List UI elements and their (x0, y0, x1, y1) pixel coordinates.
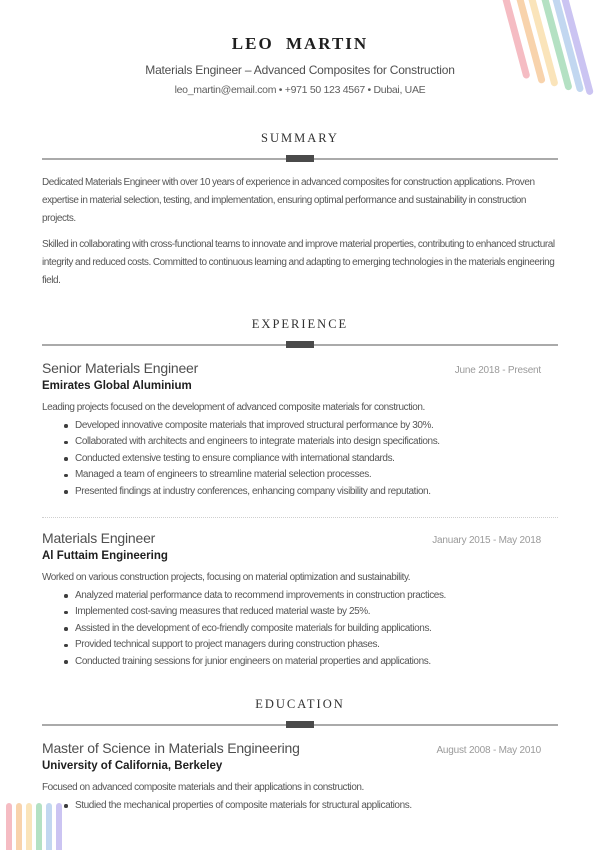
summary-paragraph: Skilled in collaborating with cross-functional teams to innovate and improve material properties, contributing to enhanced structural integrity and reduced costs. Committed to continuous learning and adapting to emerging technologies in the materials engineering field. (42, 239, 555, 286)
summary-paragraph: Dedicated Materials Engineer with over 10 years of experience in advanced composites for construction applications. Proven expertise in material selection, testing, and implementation, ensuring optimal performance and sustainability in construction projects. (42, 177, 535, 224)
job-bullet: Analyzed material performance data to recommend improvements in construction practices. (75, 588, 558, 604)
job-company: Al Futtaim Engineering (42, 550, 168, 563)
job-dates: January 2015 - May 2018 (432, 535, 541, 547)
section-divider (42, 721, 558, 728)
section-divider (42, 341, 558, 348)
job-entry (42, 360, 558, 500)
job-company: Emirates Global Aluminium (42, 380, 192, 392)
job-bullet-list (42, 588, 558, 670)
degree-bullet-list (42, 798, 558, 814)
job-entry (42, 530, 558, 670)
job-bullet: Conducted training sessions for junior engineers on material properties and applications. (75, 654, 558, 670)
job-description: Worked on various construction projects, focusing on material optimization and sustainability. (42, 572, 411, 584)
section-heading-summary: SUMMARY (261, 131, 339, 145)
job-title: Materials Engineer (42, 530, 156, 547)
job-bullet: Developed innovative composite materials that improved structural performance by 30%. (75, 418, 558, 434)
divider-accent (286, 721, 314, 728)
divider-accent (286, 155, 314, 162)
job-bullet-list (42, 418, 558, 500)
divider-accent (286, 341, 314, 348)
job-dates: June 2018 - Present (454, 365, 541, 376)
degree-header (42, 740, 558, 756)
job-bullet: Assisted in the development of eco-friendly composite materials for building applications. (75, 621, 558, 637)
contact-info: leo_martin@email.com • +971 50 123 4567 • Dubai, UAE (174, 84, 426, 96)
section-divider (42, 155, 558, 162)
degree-school: University of California, Berkeley (42, 760, 223, 773)
stripe-pink-icon (6, 803, 12, 850)
job-header (42, 360, 558, 376)
job-bullet: Managed a team of engineers to streamline material selection processes. (75, 467, 558, 483)
job-bullet: Provided technical support to project managers during construction phases. (75, 637, 558, 653)
degree-bullet: Studied the mechanical properties of composite materials for structural applications. (75, 798, 558, 814)
stripe-green-icon (36, 803, 42, 850)
entry-separator (42, 517, 558, 518)
degree-title: Master of Science in Materials Engineering (42, 740, 300, 757)
stripe-yellow-icon (26, 803, 32, 850)
person-name: LEO MARTIN (231, 34, 369, 53)
section-heading-education: EDUCATION (255, 697, 345, 712)
job-bullet: Presented findings at industry conferences, enhancing company visibility and reputation. (75, 484, 558, 500)
person-headline: Materials Engineer – Advanced Composites for Construction (145, 63, 455, 77)
job-header (42, 530, 558, 546)
resume-header (42, 34, 558, 96)
job-bullet: Collaborated with architects and engineers to integrate materials into design specifications. (75, 434, 558, 450)
job-description: Leading projects focused on the development of advanced composite materials for construction. (42, 402, 425, 413)
job-bullet: Conducted extensive testing to ensure compliance with international standards. (75, 451, 558, 467)
degree-entry (42, 740, 558, 814)
stripe-orange-icon (16, 803, 22, 850)
job-title: Senior Materials Engineer (42, 360, 199, 376)
degree-description: Focused on advanced composite materials and their applications in construction. (42, 782, 364, 794)
stripe-blue-icon (46, 803, 52, 850)
degree-dates: August 2008 - May 2010 (436, 745, 541, 757)
stripe-purple-icon (56, 803, 62, 850)
section-heading-experience: EXPERIENCE (251, 317, 349, 331)
job-bullet: Implemented cost-saving measures that reduced material waste by 25%. (75, 604, 558, 620)
